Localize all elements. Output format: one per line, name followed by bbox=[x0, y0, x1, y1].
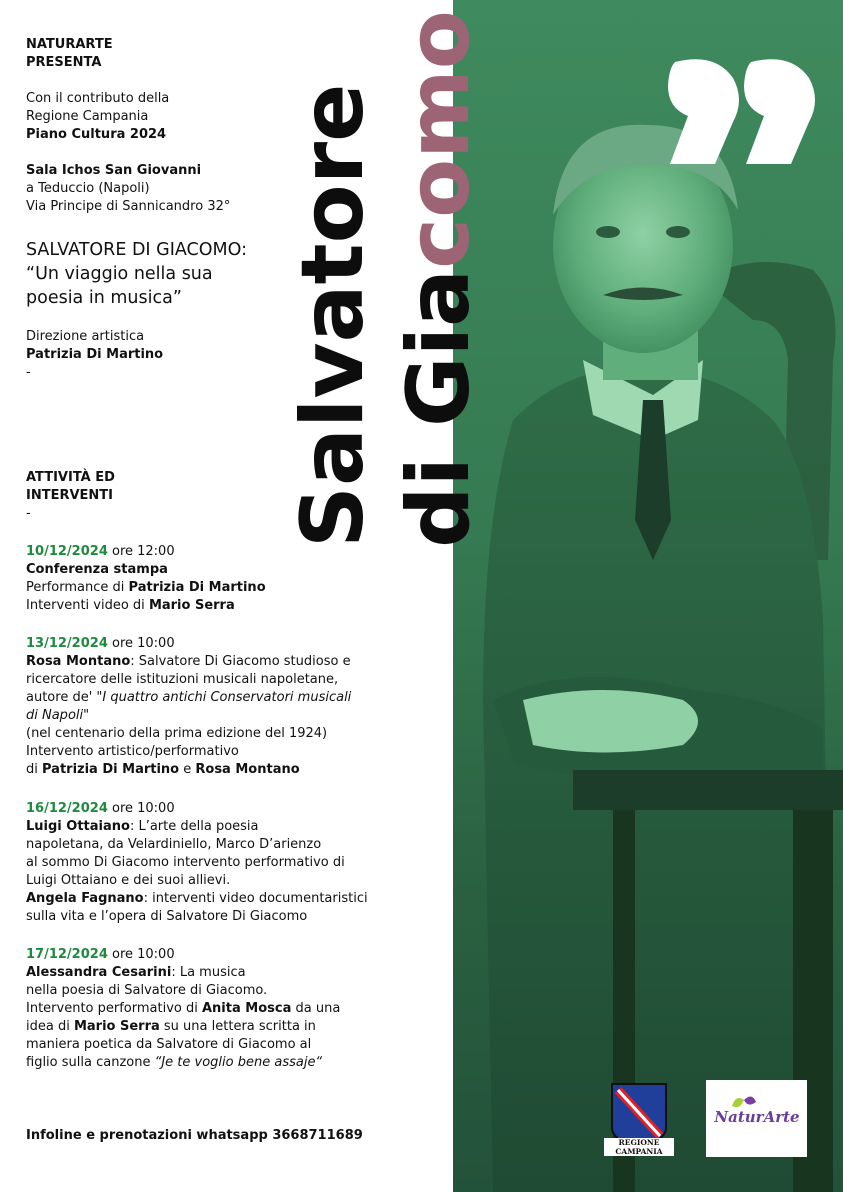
vertical-title-salvatore: Salvatore bbox=[283, 83, 383, 548]
direction-block bbox=[26, 328, 163, 382]
organizer-name: NATURARTE bbox=[26, 37, 113, 52]
event-text: : L’arte della poesia bbox=[129, 819, 259, 834]
event-line: sulla vita e l’opera di Salvatore Di Giacomo bbox=[26, 909, 308, 924]
quote-marks-icon bbox=[668, 59, 815, 164]
activities-heading bbox=[26, 469, 115, 523]
naturarte-wordmark: NaturArte bbox=[714, 1108, 800, 1126]
event-line: nella poesia di Salvatore di Giacomo. bbox=[26, 983, 268, 998]
event-time: ore 10:00 bbox=[107, 947, 175, 962]
direction-label: Direzione artistica bbox=[26, 329, 145, 344]
contribution-block bbox=[26, 90, 169, 144]
infoline-text: Infoline e prenotazioni whatsapp 3668711689 bbox=[26, 1128, 363, 1143]
event-text: di bbox=[26, 762, 42, 777]
vertical-title-part: di Gia bbox=[389, 268, 489, 548]
event-title-line: “Un viaggio nella sua bbox=[26, 264, 213, 284]
event-person: Patrizia Di Martino bbox=[42, 762, 180, 777]
vertical-title-part: como bbox=[389, 10, 489, 269]
event-text: : La musica bbox=[171, 965, 246, 980]
event-person: Anita Mosca bbox=[201, 1001, 292, 1016]
event-text: : interventi video documentaristici bbox=[143, 891, 368, 906]
event-time: ore 10:00 bbox=[107, 636, 175, 651]
event-person: Angela Fagnano bbox=[26, 891, 144, 906]
event-title-line: SALVATORE DI GIACOMO: bbox=[26, 240, 247, 260]
event-line: Intervento artistico/performativo bbox=[26, 744, 239, 759]
regione-campania-logo bbox=[604, 1080, 674, 1156]
event-text: idea di bbox=[26, 1019, 74, 1034]
event-line: (nel centenario della prima edizione del 1924) bbox=[26, 726, 328, 741]
regione-campania-label: REGIONE CAMPANIA bbox=[604, 1138, 674, 1156]
event-text: figlio sulla canzone bbox=[26, 1055, 155, 1070]
event-text: Performance di bbox=[26, 580, 129, 595]
event-person: Rosa Montano bbox=[195, 762, 300, 777]
venue-line: Via Principe di Sannicandro 32° bbox=[26, 199, 231, 214]
event-title-line: poesia in musica” bbox=[26, 288, 182, 308]
event-person: Alessandra Cesarini bbox=[26, 965, 172, 980]
event-song-title: “Je te voglio bene assaje“ bbox=[154, 1055, 323, 1070]
separator-dash: - bbox=[26, 506, 31, 521]
event-day-4 bbox=[26, 946, 340, 1072]
event-day-2 bbox=[26, 635, 351, 779]
event-date: 17/12/2024 bbox=[26, 947, 108, 962]
event-person: Mario Serra bbox=[148, 598, 235, 613]
event-person: Luigi Ottaiano bbox=[26, 819, 130, 834]
event-book-title: di Napoli" bbox=[26, 708, 90, 723]
event-day-1 bbox=[26, 543, 266, 615]
event-line: Luigi Ottaiano e dei suoi allievi. bbox=[26, 873, 231, 888]
organizer-block bbox=[26, 36, 113, 72]
event-text: e bbox=[179, 762, 196, 777]
event-date: 10/12/2024 bbox=[26, 544, 108, 559]
naturarte-logo bbox=[706, 1080, 807, 1157]
event-text: da una bbox=[291, 1001, 341, 1016]
event-line: napoletana, da Velardiniello, Marco D’arienzo bbox=[26, 837, 322, 852]
event-text: Interventi video di bbox=[26, 598, 149, 613]
event-text: Intervento performativo di bbox=[26, 1001, 202, 1016]
event-text: autore de' bbox=[26, 690, 97, 705]
separator-dash: - bbox=[26, 365, 31, 380]
event-text: : Salvatore Di Giacomo studioso e bbox=[130, 654, 351, 669]
venue-block bbox=[26, 162, 230, 216]
event-title bbox=[26, 238, 247, 310]
event-person: Mario Serra bbox=[73, 1019, 160, 1034]
vertical-title-di-giacomo bbox=[389, 10, 489, 548]
event-person: Rosa Montano bbox=[26, 654, 131, 669]
contribution-line: Piano Cultura 2024 bbox=[26, 127, 167, 142]
activities-heading-line: INTERVENTI bbox=[26, 488, 114, 503]
event-line: ricercatore delle istituzioni musicali napoletane, bbox=[26, 672, 339, 687]
contribution-line: Con il contributo della bbox=[26, 91, 170, 106]
event-line: al sommo Di Giacomo intervento performativo di bbox=[26, 855, 345, 870]
portrait-photo bbox=[453, 0, 843, 1192]
portrait-illustration bbox=[453, 0, 843, 1192]
contribution-line: Regione Campania bbox=[26, 109, 149, 124]
activities-heading-line: ATTIVITÀ ED bbox=[26, 470, 115, 485]
event-day-3 bbox=[26, 800, 368, 926]
director-name: Patrizia Di Martino bbox=[26, 347, 164, 362]
event-person: Patrizia Di Martino bbox=[128, 580, 266, 595]
event-date: 13/12/2024 bbox=[26, 636, 108, 651]
event-time: ore 10:00 bbox=[107, 801, 175, 816]
venue-line: Sala Ichos San Giovanni bbox=[26, 163, 202, 178]
event-time: ore 12:00 bbox=[107, 544, 175, 559]
event-book-title: "I quattro antichi Conservatori musicali bbox=[96, 690, 352, 705]
event-line: maniera poetica da Salvatore di Giacomo al bbox=[26, 1037, 312, 1052]
event-text: su una lettera scritta in bbox=[159, 1019, 316, 1034]
presenta-label: PRESENTA bbox=[26, 55, 102, 70]
event-line: Conferenza stampa bbox=[26, 562, 168, 577]
venue-line: a Teduccio (Napoli) bbox=[26, 181, 150, 196]
event-date: 16/12/2024 bbox=[26, 801, 108, 816]
